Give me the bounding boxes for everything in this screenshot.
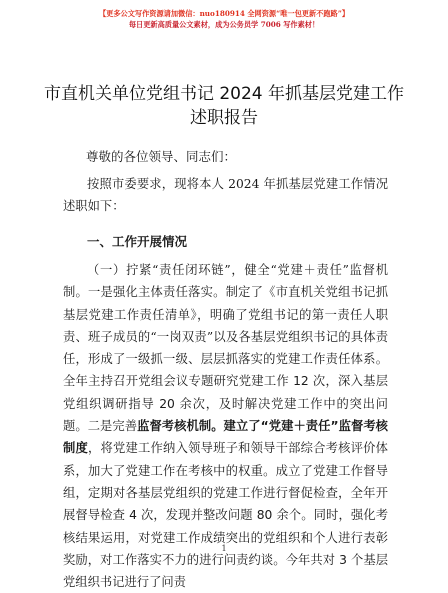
paragraph-text: ，将党建工作纳入领导班子和领导干部综合考核评价体系，加大了党建工作在考核中的权重。成立了党建工作督导组，定期对各基层党组织的党建工作进行督促检查，全年开展督导检查 <box>63 441 388 523</box>
promo-banner-line-2: 每日更新高质量公文素材，成为公务员学 7006 写作素材！ <box>128 20 320 29</box>
paragraph-number: 3 <box>339 552 347 567</box>
paragraph-text: 次，发现并整改问题 <box>136 508 257 523</box>
page-number: 1 <box>221 544 227 553</box>
body-paragraph <box>63 259 388 593</box>
paragraph-number: 12 <box>293 374 309 389</box>
paragraph-text: 次，深入基层党组织调研指导 <box>63 374 388 411</box>
salutation: 尊敬的各位领导、同志们： <box>86 149 237 164</box>
paragraph-text: （一）拧紧“责任闭环链”，健全“党建＋责任”监督机制。一是强化主体责任落实。制定了《市直机关党组书记抓基层党建工作责任清单》，明确了党组书记的第一责任人职责、班子成员的“一岗双责”以及各基层党组织书记的具体责任，形成了一级抓一级、层层抓落实的党建工作责任体系。全年主持召开党组会议专题研究党建工作 <box>63 263 388 389</box>
section-heading: 一、工作开展情况 <box>87 234 188 249</box>
paragraph-number: 20 <box>159 396 175 411</box>
paragraph-number: 80 <box>256 508 273 523</box>
paragraph-text: 余次，及时解决党建工作中的突出问题。二是完善 <box>63 396 388 434</box>
paragraph-bold-text: 监督考核机制。建立了“党建＋责任”监督考核制度 <box>63 419 388 456</box>
promo-banner-line-1: 【更多公文写作资源请加微信：nuo180914 全网资源“唯一包更新不跑路”】 <box>98 9 350 18</box>
document-title: 市直机关单位党组书记 2024 年抓基层党建工作述职报告 <box>43 84 405 128</box>
promo-banner <box>0 8 448 30</box>
paragraph-text: 个基层党组织书记进行了问责 <box>63 552 388 590</box>
paragraph-text: 余个。同时，强化考核结果运用，对党建工作成绩突出的党组织和个人进行表彰奖励，对工作落实不力的进行问责约谈。今年共对 <box>63 508 388 567</box>
intro-paragraph: 按照市委要求，现将本人 2024 年抓基层党建工作情况述职如下： <box>63 177 388 214</box>
paragraph-number: 4 <box>129 508 137 523</box>
